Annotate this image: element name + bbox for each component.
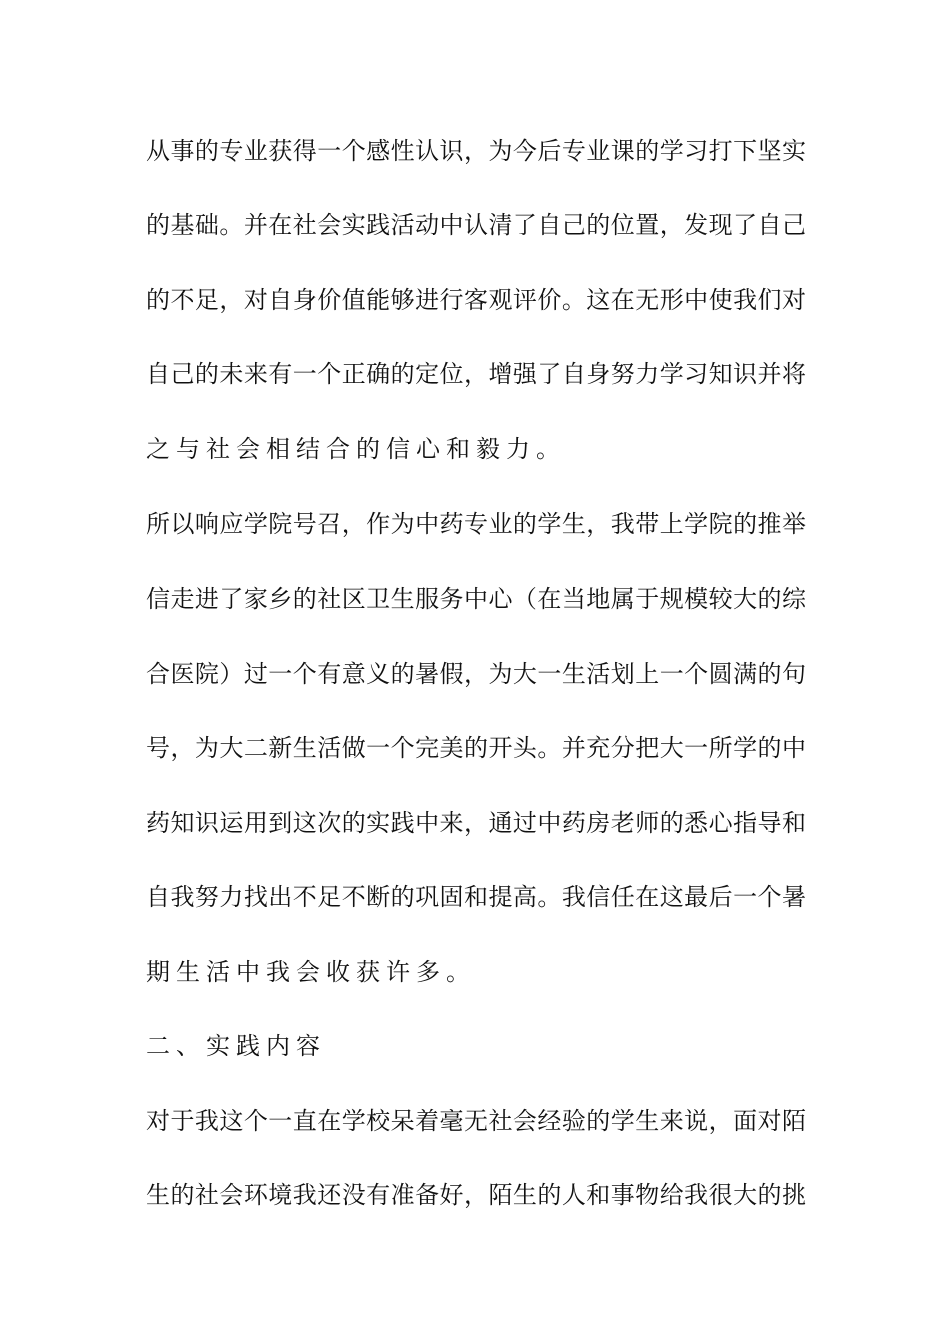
section-heading: 二、实践内容 <box>146 1032 326 1060</box>
text-line-5: 之与社会相结合的信心和毅力。 <box>146 435 566 463</box>
text-line-13: 对于我这个一直在学校呆着毫无社会经验的学生来说，面对陌 <box>146 1107 806 1135</box>
text-line-12: 期生活中我会收获许多。 <box>146 958 476 986</box>
text-line-8: 合医院）过一个有意义的暑假，为大一生活划上一个圆满的句 <box>146 660 806 688</box>
text-line-14: 生的社会环境我还没有准备好，陌生的人和事物给我很大的挑 <box>146 1181 806 1209</box>
text-line-10: 药知识运用到这次的实践中来，通过中药房老师的悉心指导和 <box>146 809 806 837</box>
text-line-2: 的基础。并在社会实践活动中认清了自己的位置，发现了自己 <box>146 211 806 239</box>
text-line-4: 自己的未来有一个正确的定位，增强了自身努力学习知识并将 <box>146 360 806 388</box>
text-line-9: 号，为大二新生活做一个完美的开头。并充分把大一所学的中 <box>146 734 806 762</box>
text-line-7: 信走进了家乡的社区卫生服务中心（在当地属于规模较大的综 <box>146 585 806 613</box>
text-line-11: 自我努力找出不足不断的巩固和提高。我信任在这最后一个暑 <box>146 883 806 911</box>
text-line-1: 从事的专业获得一个感性认识，为今后专业课的学习打下坚实 <box>146 137 806 165</box>
text-line-6: 所以响应学院号召，作为中药专业的学生，我带上学院的推举 <box>146 510 806 538</box>
text-line-3: 的不足，对自身价值能够进行客观评价。这在无形中使我们对 <box>146 286 806 314</box>
